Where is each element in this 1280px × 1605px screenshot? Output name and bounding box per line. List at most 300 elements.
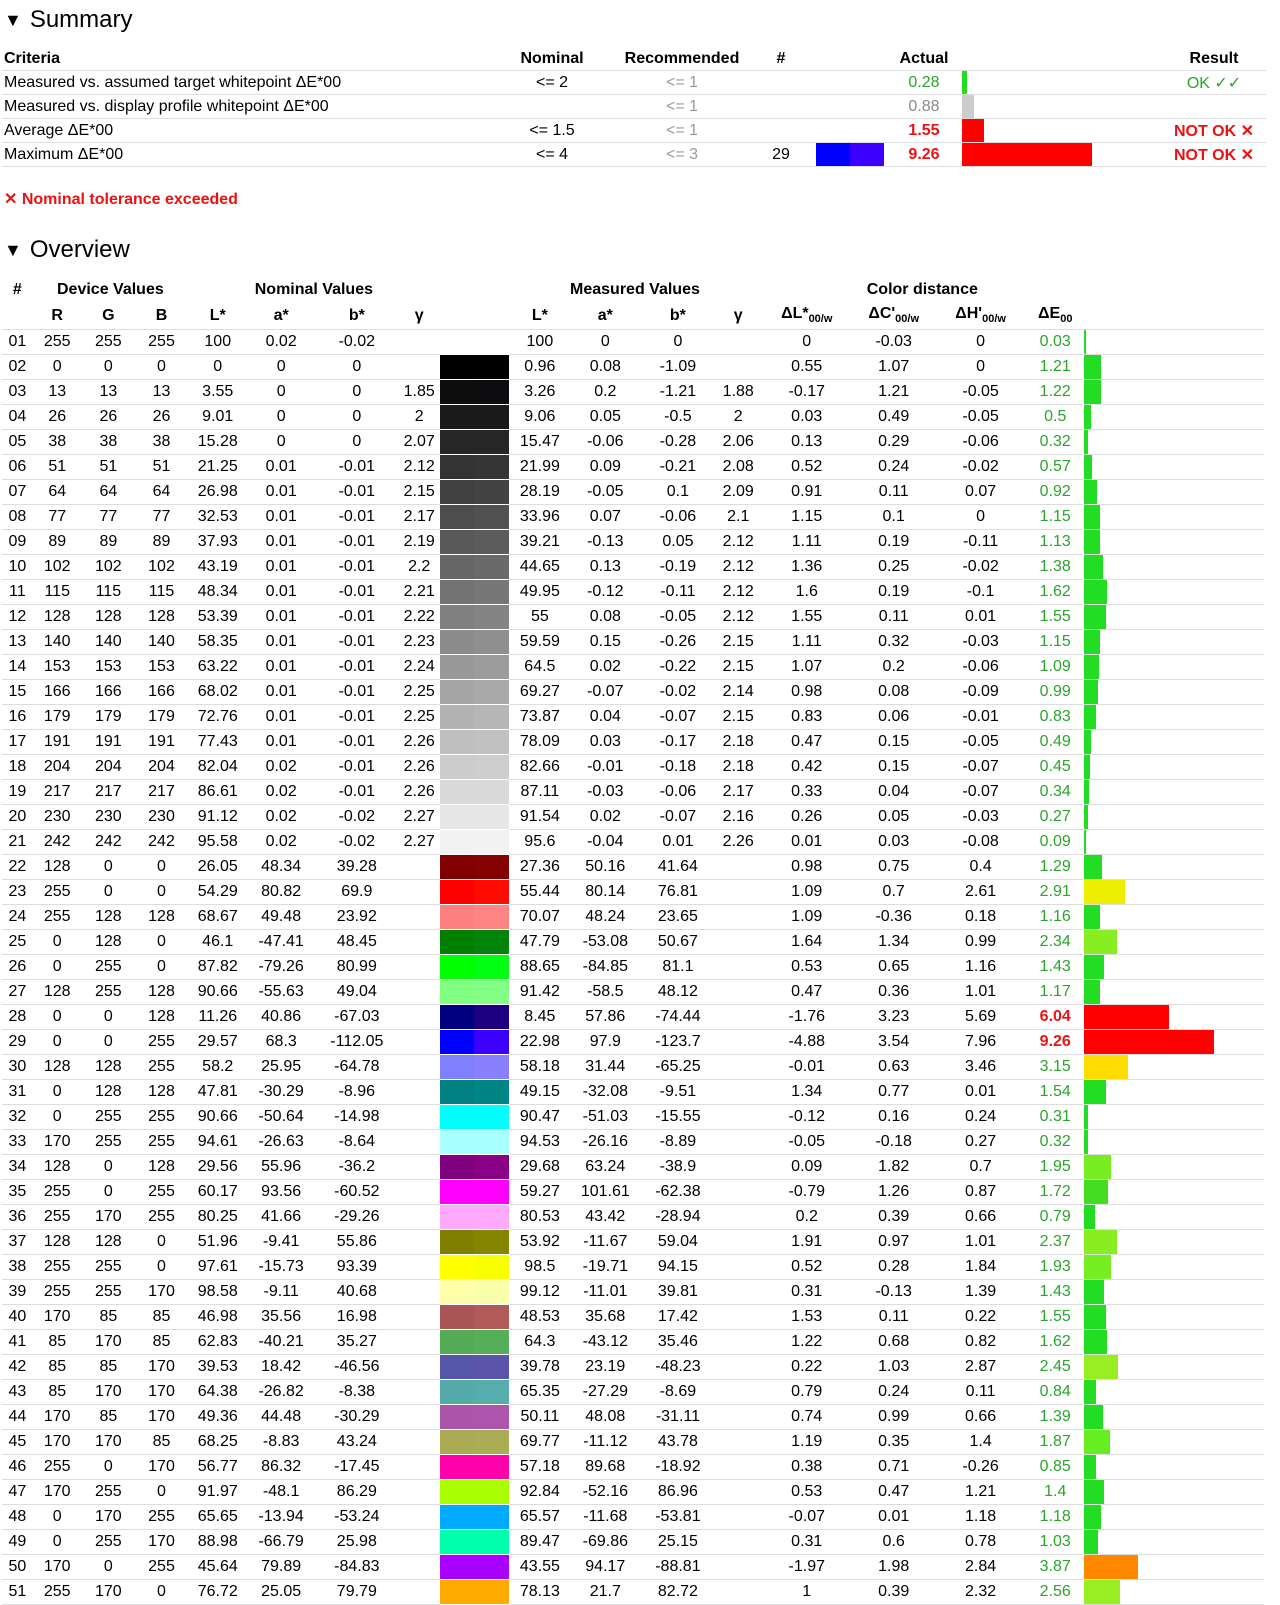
color-swatch-cell xyxy=(440,1155,510,1180)
device-b-cell: 0 xyxy=(135,1480,188,1505)
measured-color-swatch xyxy=(474,1330,509,1354)
measured-b-cell: 86.96 xyxy=(640,1480,716,1505)
patch-number-cell: 24 xyxy=(2,905,33,930)
measured-gamma-cell xyxy=(716,330,761,355)
delta-h-cell: -0.1 xyxy=(935,580,1027,605)
measured-gamma-cell: 2.15 xyxy=(716,630,761,655)
nominal-a-cell: -30.29 xyxy=(247,1080,314,1105)
device-r-cell: 85 xyxy=(33,1380,82,1405)
measured-a-cell: -11.12 xyxy=(571,1430,641,1455)
nominal-l-cell: 26.98 xyxy=(188,480,247,505)
summary-heading[interactable] xyxy=(4,6,133,34)
measured-b-cell: -8.69 xyxy=(640,1380,716,1405)
color-swatch xyxy=(440,1180,510,1204)
color-swatch-cell xyxy=(440,380,510,405)
patch-number-cell: 46 xyxy=(2,1455,33,1480)
measured-b-cell: -48.23 xyxy=(640,1355,716,1380)
color-swatch xyxy=(440,530,510,554)
measured-a-cell: -0.01 xyxy=(571,755,641,780)
device-g-cell: 166 xyxy=(82,680,135,705)
device-r-cell: 140 xyxy=(33,630,82,655)
actual-header: Actual xyxy=(899,50,949,67)
color-swatch xyxy=(440,730,510,754)
nominal-b-cell: -0.02 xyxy=(315,805,399,830)
nominal-color-swatch xyxy=(440,780,475,804)
device-g-cell: 128 xyxy=(82,1080,135,1105)
color-swatch xyxy=(440,955,510,979)
device-r-cell: 128 xyxy=(33,1055,82,1080)
delta-e-cell: 2.34 xyxy=(1027,930,1084,955)
measured-b-cell: -1.21 xyxy=(640,380,716,405)
color-swatch xyxy=(440,580,510,604)
device-b-cell: 255 xyxy=(135,1180,188,1205)
device-b-cell: 85 xyxy=(135,1305,188,1330)
nominal-l-cell: 49.36 xyxy=(188,1405,247,1430)
device-g-cell: 179 xyxy=(82,705,135,730)
device-r-cell: 77 xyxy=(33,505,82,530)
nominal-l-cell: 97.61 xyxy=(188,1255,247,1280)
measured-l-cell: 39.78 xyxy=(509,1355,570,1380)
color-swatch xyxy=(440,705,510,729)
measured-a-cell: -11.68 xyxy=(571,1505,641,1530)
table-row xyxy=(2,1080,1264,1105)
actual-cell: 9.26 xyxy=(886,143,962,167)
patch-number-cell: 13 xyxy=(2,630,33,655)
measured-gamma-cell xyxy=(716,1430,761,1455)
color-swatch xyxy=(440,980,510,1004)
delta-c-cell: 0.68 xyxy=(853,1330,935,1355)
delta-h-cell: -0.01 xyxy=(935,705,1027,730)
delta-e-cell: 1.72 xyxy=(1027,1180,1084,1205)
nominal-a-cell: -48.1 xyxy=(247,1480,314,1505)
measured-color-swatch xyxy=(474,580,509,604)
delta-l-cell: -0.17 xyxy=(761,380,853,405)
nominal-b-cell: 25.98 xyxy=(315,1530,399,1555)
measured-color-swatch xyxy=(474,605,509,629)
nominal-gamma-cell: 2.27 xyxy=(399,830,440,855)
device-values-header: Device Values xyxy=(57,281,164,298)
delta-h-cell: 1.21 xyxy=(935,1480,1027,1505)
measured-b-cell: -38.9 xyxy=(640,1155,716,1180)
nominal-a-cell: -15.73 xyxy=(247,1255,314,1280)
device-r-cell: 255 xyxy=(33,880,82,905)
measured-l-cell: 9.06 xyxy=(509,405,570,430)
delta-e-bar-cell xyxy=(1084,405,1264,430)
color-swatch xyxy=(440,405,510,429)
delta-l-cell: 1.91 xyxy=(761,1230,853,1255)
measured-color-swatch xyxy=(474,1030,509,1054)
measured-a-cell: 31.44 xyxy=(571,1055,641,1080)
nominal-color-swatch xyxy=(440,355,475,379)
table-row xyxy=(2,1230,1264,1255)
delta-e-bar xyxy=(1084,1380,1096,1404)
device-r-cell: 64 xyxy=(33,480,82,505)
color-swatch-cell xyxy=(440,680,510,705)
color-swatch-cell xyxy=(440,705,510,730)
patch-number-cell: 05 xyxy=(2,430,33,455)
measured-gamma-cell xyxy=(716,1455,761,1480)
measured-color-swatch xyxy=(474,1005,509,1029)
delta-e-bar-cell xyxy=(1084,1080,1264,1105)
device-g-cell: 255 xyxy=(82,1480,135,1505)
measured-l-cell: 92.84 xyxy=(509,1480,570,1505)
measured-l-cell: 70.07 xyxy=(509,905,570,930)
delta-e-bar-cell xyxy=(1084,655,1264,680)
color-swatch-cell xyxy=(440,580,510,605)
measured-a-cell: 48.24 xyxy=(571,905,641,930)
delta-e-bar xyxy=(1084,680,1098,704)
recommended-header: Recommended xyxy=(624,50,740,67)
nominal-a-cell: -50.64 xyxy=(247,1105,314,1130)
device-b-cell: 0 xyxy=(135,930,188,955)
nominal-l-cell: 95.58 xyxy=(188,830,247,855)
measured-color-swatch xyxy=(474,1355,509,1379)
delta-l-cell: 0.03 xyxy=(761,405,853,430)
measured-b-cell: -9.51 xyxy=(640,1080,716,1105)
delta-h-cell: 0.01 xyxy=(935,605,1027,630)
nominal-color-swatch xyxy=(440,1530,475,1554)
nominal-color-swatch xyxy=(440,605,475,629)
nominal-gamma-cell: 2.21 xyxy=(399,580,440,605)
delta-e-bar-cell xyxy=(1084,805,1264,830)
measured-b-cell: -65.25 xyxy=(640,1055,716,1080)
measured-gamma-cell xyxy=(716,855,761,880)
delta-e-bar xyxy=(1084,705,1096,729)
delta-l-cell: 0.42 xyxy=(761,755,853,780)
patch-number-cell: 35 xyxy=(2,1180,33,1205)
measured-a-header: a* xyxy=(571,302,641,330)
delta-l-cell: -0.05 xyxy=(761,1130,853,1155)
measured-a-cell: -0.03 xyxy=(571,780,641,805)
color-swatch xyxy=(440,605,510,629)
patch-number-cell: 02 xyxy=(2,355,33,380)
device-b-cell: 128 xyxy=(135,605,188,630)
delta-c-cell: 3.23 xyxy=(853,1005,935,1030)
device-r-cell: 128 xyxy=(33,1230,82,1255)
device-g-cell: 255 xyxy=(82,330,135,355)
measured-l-cell: 90.47 xyxy=(509,1105,570,1130)
measured-a-cell: -32.08 xyxy=(571,1080,641,1105)
delta-c-cell: 0.11 xyxy=(853,1305,935,1330)
delta-l-cell: -4.88 xyxy=(761,1030,853,1055)
measured-a-cell: -11.67 xyxy=(571,1230,641,1255)
delta-l-cell: 1.53 xyxy=(761,1305,853,1330)
device-r-cell: 38 xyxy=(33,430,82,455)
measured-gamma-cell xyxy=(716,1230,761,1255)
device-r-cell: 255 xyxy=(33,905,82,930)
nominal-a-cell: 0.01 xyxy=(247,630,314,655)
device-b-cell: 204 xyxy=(135,755,188,780)
delta-e-cell: 1.03 xyxy=(1027,1530,1084,1555)
measured-gamma-cell xyxy=(716,1180,761,1205)
count-cell xyxy=(752,95,810,119)
measured-b-cell: -0.18 xyxy=(640,755,716,780)
patch-number-cell: 43 xyxy=(2,1380,33,1405)
nominal-gamma-cell xyxy=(399,355,440,380)
delta-e-bar xyxy=(1084,905,1100,929)
delta-c-cell: 0.49 xyxy=(853,405,935,430)
delta-e-bar xyxy=(1084,1455,1096,1479)
nominal-color-swatch xyxy=(440,1355,475,1379)
measured-gamma-cell: 2.12 xyxy=(716,605,761,630)
delta-e-bar-cell xyxy=(1084,680,1264,705)
device-b-cell: 85 xyxy=(135,1430,188,1455)
measured-b-cell: -15.55 xyxy=(640,1105,716,1130)
delta-e-bar-cell xyxy=(1084,580,1264,605)
delta-e-bar xyxy=(1084,1280,1104,1304)
measured-gamma-cell xyxy=(716,1380,761,1405)
device-g-cell: 170 xyxy=(82,1505,135,1530)
delta-c-cell: 0.01 xyxy=(853,1505,935,1530)
delta-c-cell: 0.65 xyxy=(853,955,935,980)
device-b-cell: 0 xyxy=(135,880,188,905)
delta-l-cell: 0.2 xyxy=(761,1205,853,1230)
color-swatch-cell xyxy=(440,1180,510,1205)
nominal-b-cell: -0.01 xyxy=(315,755,399,780)
device-g-cell: 255 xyxy=(82,1530,135,1555)
measured-l-cell: 8.45 xyxy=(509,1005,570,1030)
measured-l-cell: 59.27 xyxy=(509,1180,570,1205)
device-b-cell: 255 xyxy=(135,1130,188,1155)
delta-c-cell: 0.19 xyxy=(853,530,935,555)
measured-color-swatch xyxy=(474,430,509,454)
nominal-color-swatch xyxy=(440,1105,475,1129)
recommended-cell: <= 1 xyxy=(612,71,752,95)
delta-l-cell: -0.12 xyxy=(761,1105,853,1130)
delta-e-bar-cell xyxy=(1084,905,1264,930)
nominal-color-swatch xyxy=(440,1205,475,1229)
delta-e-cell: 0.34 xyxy=(1027,780,1084,805)
delta-e-bar-cell xyxy=(1084,1180,1264,1205)
measured-color-swatch xyxy=(474,1305,509,1329)
nominal-gamma-cell xyxy=(399,330,440,355)
delta-e-cell: 2.56 xyxy=(1027,1580,1084,1605)
nominal-color-swatch xyxy=(440,705,475,729)
table-row xyxy=(2,555,1264,580)
nominal-gamma-cell xyxy=(399,880,440,905)
device-b-cell: 77 xyxy=(135,505,188,530)
nominal-gamma-cell xyxy=(399,1205,440,1230)
measured-l-cell: 91.54 xyxy=(509,805,570,830)
color-swatch xyxy=(440,1555,510,1579)
summary-table xyxy=(2,48,1266,167)
nominal-color-swatch xyxy=(440,1230,475,1254)
measured-gamma-cell: 2.14 xyxy=(716,680,761,705)
measured-l-cell: 100 xyxy=(509,330,570,355)
measured-a-cell: 23.19 xyxy=(571,1355,641,1380)
delta-e-bar-cell xyxy=(1084,1280,1264,1305)
table-row xyxy=(2,705,1264,730)
criteria-cell: Maximum ΔE*00 xyxy=(2,143,492,167)
collapse-triangle-icon[interactable]: ▼ xyxy=(4,9,22,30)
delta-e-bar-cell xyxy=(1084,1330,1264,1355)
nominal-gamma-cell xyxy=(399,1430,440,1455)
num-group-header: # xyxy=(12,281,22,298)
nominal-gamma-cell: 2 xyxy=(399,405,440,430)
recommended-cell: <= 1 xyxy=(612,95,752,119)
nominal-cell: <= 4 xyxy=(492,143,612,167)
count-cell xyxy=(752,119,810,143)
device-g-cell: 230 xyxy=(82,805,135,830)
nominal-b-cell: -60.52 xyxy=(315,1180,399,1205)
delta-h-cell: -0.06 xyxy=(935,655,1027,680)
delta-e-cell: 0.27 xyxy=(1027,805,1084,830)
device-b-cell: 64 xyxy=(135,480,188,505)
delta-c-cell: 1.03 xyxy=(853,1355,935,1380)
nominal-gamma-cell xyxy=(399,1405,440,1430)
device-b-cell: 128 xyxy=(135,905,188,930)
device-b-cell: 255 xyxy=(135,1555,188,1580)
measured-a-cell: 0.02 xyxy=(571,805,641,830)
delta-l-cell: 0.79 xyxy=(761,1380,853,1405)
delta-e-cell: 1.95 xyxy=(1027,1155,1084,1180)
nominal-l-cell: 94.61 xyxy=(188,1130,247,1155)
nominal-l-cell: 0 xyxy=(188,355,247,380)
device-r-cell: 153 xyxy=(33,655,82,680)
delta-e-bar-cell xyxy=(1084,1055,1264,1080)
collapse-triangle-icon[interactable]: ▼ xyxy=(4,239,22,260)
table-row xyxy=(2,1205,1264,1230)
measured-b-cell: 39.81 xyxy=(640,1280,716,1305)
nominal-gamma-cell xyxy=(399,1480,440,1505)
delta-c-cell: 0.29 xyxy=(853,430,935,455)
color-swatch-cell xyxy=(440,1305,510,1330)
delta-c-cell: 0.1 xyxy=(853,505,935,530)
device-r-cell: 255 xyxy=(33,330,82,355)
nominal-b-cell: -46.56 xyxy=(315,1355,399,1380)
delta-e-bar-cell xyxy=(1084,855,1264,880)
device-r-cell: 51 xyxy=(33,455,82,480)
table-row xyxy=(2,1155,1264,1180)
measured-color-swatch xyxy=(474,755,509,779)
patch-number-cell: 36 xyxy=(2,1205,33,1230)
patch-number-cell: 47 xyxy=(2,1480,33,1505)
device-g-cell: 255 xyxy=(82,1280,135,1305)
delta-c-cell: 0.71 xyxy=(853,1455,935,1480)
delta-e-bar-cell xyxy=(1084,1505,1264,1530)
overview-heading[interactable] xyxy=(4,236,130,264)
delta-e-bar xyxy=(1084,1080,1106,1104)
measured-b-cell: 48.12 xyxy=(640,980,716,1005)
nominal-b-cell: -112.05 xyxy=(315,1030,399,1055)
nominal-l-cell: 62.83 xyxy=(188,1330,247,1355)
delta-e-bar xyxy=(1084,405,1091,429)
device-r-cell: 242 xyxy=(33,830,82,855)
measured-a-cell: 35.68 xyxy=(571,1305,641,1330)
nominal-b-cell: -8.38 xyxy=(315,1380,399,1405)
delta-l-cell: 0.26 xyxy=(761,805,853,830)
nominal-l-cell: 26.05 xyxy=(188,855,247,880)
patch-number-cell: 31 xyxy=(2,1080,33,1105)
nominal-l-cell: 60.17 xyxy=(188,1180,247,1205)
table-row xyxy=(2,1055,1264,1080)
nominal-gamma-cell: 2.07 xyxy=(399,430,440,455)
color-swatch-cell xyxy=(440,980,510,1005)
swatch-header xyxy=(810,48,886,71)
nominal-color-swatch xyxy=(440,655,475,679)
color-swatch-cell xyxy=(440,1205,510,1230)
delta-e-bar xyxy=(1084,805,1088,829)
table-row xyxy=(2,1105,1264,1130)
table-row xyxy=(2,1455,1264,1480)
measured-color-swatch xyxy=(474,1180,509,1204)
patch-number-cell: 12 xyxy=(2,605,33,630)
measured-color-swatch xyxy=(474,805,509,829)
measured-a-cell: 0.05 xyxy=(571,405,641,430)
nominal-a-cell: 0 xyxy=(247,430,314,455)
nominal-color-swatch xyxy=(440,1055,475,1079)
count-header: # xyxy=(776,50,786,67)
device-r-cell: 170 xyxy=(33,1555,82,1580)
delta-e-bar xyxy=(1084,830,1086,854)
device-g-cell: 0 xyxy=(82,355,135,380)
nominal-l-cell: 90.66 xyxy=(188,980,247,1005)
nominal-color-swatch xyxy=(440,455,475,479)
delta-h-cell: -0.07 xyxy=(935,780,1027,805)
delta-e-bar xyxy=(1084,955,1104,979)
delta-e-bar xyxy=(1084,1055,1128,1079)
delta-e-bar xyxy=(1084,605,1106,629)
measured-a-cell: -51.03 xyxy=(571,1105,641,1130)
device-r-cell: 179 xyxy=(33,705,82,730)
actual-bar-cell xyxy=(962,95,1162,119)
measured-b-cell: -0.5 xyxy=(640,405,716,430)
device-g-cell: 255 xyxy=(82,1130,135,1155)
nominal-b-cell: 49.04 xyxy=(315,980,399,1005)
measured-a-cell: -0.07 xyxy=(571,680,641,705)
delta-c-cell: 0.6 xyxy=(853,1530,935,1555)
delta-h-cell: 3.46 xyxy=(935,1055,1027,1080)
color-swatch xyxy=(440,1055,510,1079)
actual-bar xyxy=(962,143,1092,166)
measured-color-swatch xyxy=(474,680,509,704)
nominal-l-cell: 39.53 xyxy=(188,1355,247,1380)
nominal-color-swatch xyxy=(440,1080,475,1104)
device-b-cell: 89 xyxy=(135,530,188,555)
nominal-l-cell: 87.82 xyxy=(188,955,247,980)
delta-e-bar-cell xyxy=(1084,430,1264,455)
measured-gamma-cell xyxy=(716,1555,761,1580)
device-b-cell: 255 xyxy=(135,1055,188,1080)
delta-c-cell: 0.08 xyxy=(853,680,935,705)
nominal-b-cell: -17.45 xyxy=(315,1455,399,1480)
nominal-color-swatch xyxy=(440,755,475,779)
table-row xyxy=(2,430,1264,455)
measured-b-cell: -8.89 xyxy=(640,1130,716,1155)
measured-b-cell: -0.17 xyxy=(640,730,716,755)
delta-h-cell: 0 xyxy=(935,505,1027,530)
result-cell: NOT OK ✕ xyxy=(1162,143,1266,167)
nominal-a-cell: -9.11 xyxy=(247,1280,314,1305)
delta-e-bar-cell xyxy=(1084,830,1264,855)
nominal-a-cell: 0.01 xyxy=(247,655,314,680)
delta-h-cell: -0.02 xyxy=(935,455,1027,480)
delta-e-cell: 1.39 xyxy=(1027,1405,1084,1430)
delta-c-cell: 0.35 xyxy=(853,1430,935,1455)
table-row xyxy=(2,1405,1264,1430)
nominal-b-cell: -53.24 xyxy=(315,1505,399,1530)
measured-b-header: b* xyxy=(640,302,716,330)
device-r-cell: 170 xyxy=(33,1130,82,1155)
nominal-l-cell: 51.96 xyxy=(188,1230,247,1255)
color-swatch xyxy=(440,380,510,404)
measured-a-cell: 0.07 xyxy=(571,505,641,530)
delta-l-cell: 0.52 xyxy=(761,1255,853,1280)
device-r-cell: 166 xyxy=(33,680,82,705)
nominal-gamma-cell xyxy=(399,855,440,880)
delta-h-cell: 0.27 xyxy=(935,1130,1027,1155)
patch-number-cell: 26 xyxy=(2,955,33,980)
